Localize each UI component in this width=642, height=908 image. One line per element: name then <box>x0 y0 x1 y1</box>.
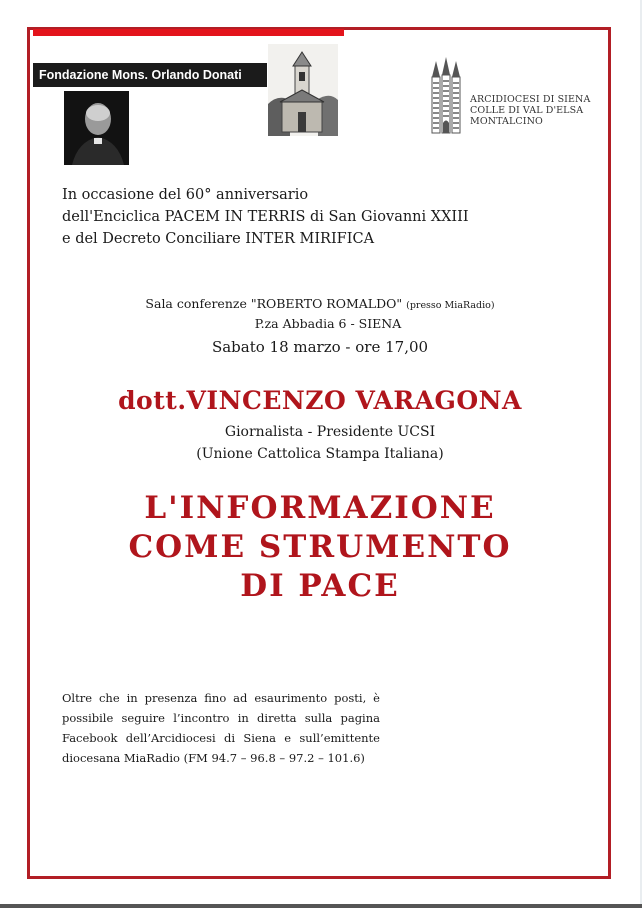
red-top-bar <box>33 29 344 36</box>
intro-line-3: e del Decreto Conciliare INTER MIRIFICA <box>62 231 375 247</box>
portrait-photo <box>64 91 129 165</box>
venue-hall <box>0 296 640 311</box>
title-line-1: L'INFORMAZIONE <box>144 490 496 526</box>
archdiocese-name <box>470 94 590 127</box>
intro-line-1: In occasione del 60° anniversario <box>62 187 309 203</box>
speaker-organization: (Unione Cattolica Stampa Italiana) <box>196 446 444 462</box>
attendance-note: Oltre che in presenza fino ad esaurimento posti, è possibile seguire l’incontro in diretta sulla pagina Facebook dell’Arcidiocesi di Siena e sull’emittente diocesana MiaRadio (FM 94.7 – 96.8 – 97.2 – 101.6) <box>62 691 380 765</box>
bottom-edge <box>0 904 642 908</box>
venue-hall-note: (presso MiaRadio) <box>406 300 495 311</box>
speaker-name: dott.VINCENZO VARAGONA <box>118 386 522 415</box>
event-datetime: Sabato 18 marzo - ore 17,00 <box>211 338 429 356</box>
speaker-role: Giornalista - Presidente UCSI <box>224 424 436 440</box>
archdiocese-line-3: MONTALCINO <box>470 116 543 127</box>
venue-address: P.za Abbadia 6 - SIENA <box>254 316 402 331</box>
archdiocese-line-1: ARCIDIOCESI DI SIENA <box>470 94 591 105</box>
intro-line-2: dell'Enciclica PACEM IN TERRIS di San Giovanni XXIII <box>62 209 469 225</box>
archdiocese-logo <box>430 57 462 135</box>
church-illustration <box>268 44 338 136</box>
title-line-3: DI PACE <box>240 568 400 604</box>
intro-text <box>62 184 469 250</box>
event-title <box>0 489 640 606</box>
foundation-label: Fondazione Mons. Orlando Donati <box>33 63 267 87</box>
archdiocese-line-2: COLLE DI VAL D'ELSA <box>470 105 584 116</box>
title-line-2: COME STRUMENTO <box>128 529 512 565</box>
venue-hall-name: Sala conferenze "ROBERTO ROMALDO" <box>145 296 403 311</box>
